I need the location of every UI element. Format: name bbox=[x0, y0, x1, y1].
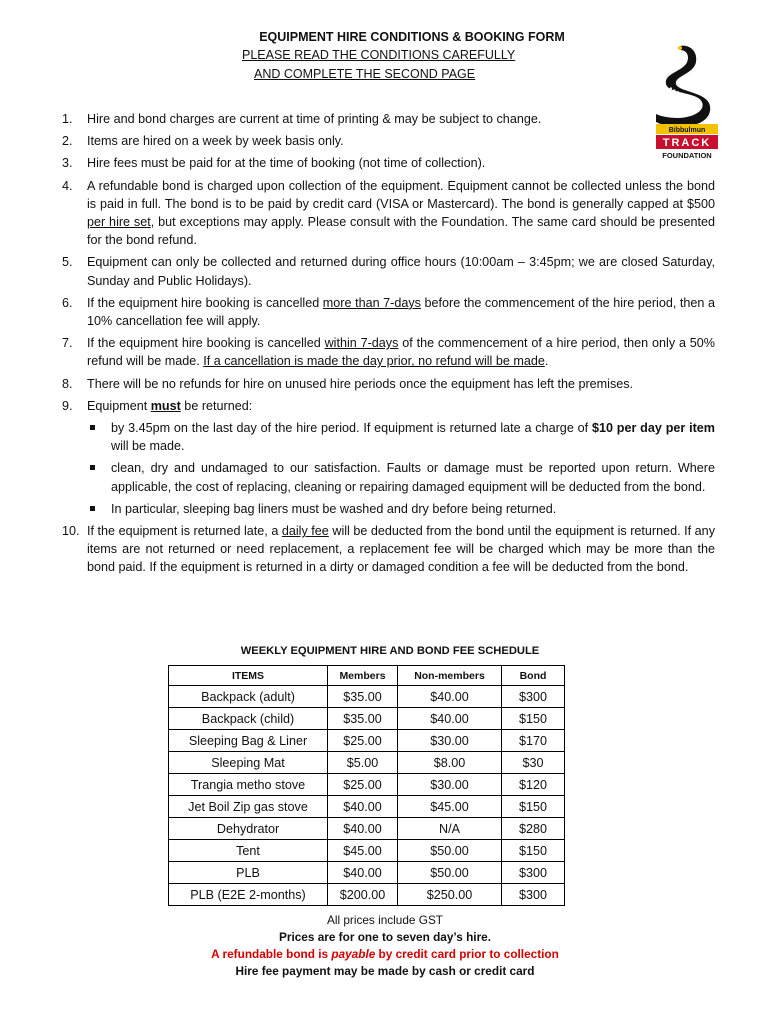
non-member-price: $8.00 bbox=[398, 752, 502, 774]
non-member-price: $45.00 bbox=[398, 796, 502, 818]
condition-4: 4. A refundable bond is charged upon collection of the equipment. Equipment cannot be collected unless the bond is paid in full. The bond is to be paid by credit card (VISA or Mastercard). The bond is generally capped at $500 per hire set, but exceptions may apply. Please consult with the Foundation. The same card should be presented for the bond refund. bbox=[62, 178, 715, 248]
condition-9: 9. Equipment must be returned: by 3.45pm on the last day of the hire period. If equipment is returned late a charge of $10 per day per item will be made. clean, dry and undamaged to our satisfaction. Faults or damage must be reported upon return. Where applicable, the cost of replacing, cleaning or repairing damaged equipment will be deducted from the bond. In particular, sleeping bag liners must be washed and dry before being returned. bbox=[62, 397, 715, 518]
bond-amount: $300 bbox=[502, 884, 565, 906]
condition-8: 8. There will be no refunds for hire on unused hire periods once the equipment has left the premises. bbox=[62, 376, 634, 391]
item-name: PLB bbox=[169, 862, 328, 884]
bond-amount: $300 bbox=[502, 862, 565, 884]
bond-amount: $300 bbox=[502, 686, 565, 708]
bullet-square-icon bbox=[90, 506, 95, 511]
non-member-price: $250.00 bbox=[398, 884, 502, 906]
bullet-square-icon bbox=[90, 425, 95, 430]
logo-text-1: Bibbulmun bbox=[668, 127, 706, 134]
member-price: $45.00 bbox=[328, 840, 398, 862]
schedule-title: WEEKLY EQUIPMENT HIRE AND BOND FEE SCHEDULE bbox=[240, 645, 540, 657]
table-row bbox=[169, 884, 565, 906]
table-row bbox=[169, 774, 565, 796]
column-header-non-members: Non-members bbox=[398, 666, 502, 686]
read-conditions-notice: PLEASE READ THE CONDITIONS CAREFULLY bbox=[242, 48, 516, 62]
member-price: $200.00 bbox=[328, 884, 398, 906]
item-name: Jet Boil Zip gas stove bbox=[169, 796, 328, 818]
condition-3: 3. Hire fees must be paid for at the time of booking (not time of collection). bbox=[62, 156, 486, 171]
condition-2: 2. Items are hired on a week by week basis only. bbox=[62, 134, 344, 149]
condition-7: 7. If the equipment hire booking is cancelled within 7-days of the commencement of a hire period, then only a 50% refund will be made. If a cancellation is made the day prior, no refund will be made. bbox=[62, 336, 715, 369]
member-price: $5.00 bbox=[328, 752, 398, 774]
condition-10: 10. If the equipment is returned late, a daily fee will be deducted from the bond until the equipment is returned. If any items are not returned or need replacement, a replacement fee will be charged which may be more than the bond paid. If the equipment is returned in a dirty or damaged condition a fee will be deducted from the bond. bbox=[62, 524, 715, 575]
page-title: EQUIPMENT HIRE CONDITIONS & BOOKING FORM bbox=[259, 30, 565, 44]
item-name: Trangia metho stove bbox=[169, 774, 328, 796]
hire-period-note: Prices are for one to seven day’s hire. bbox=[279, 930, 491, 944]
bullet-square-icon bbox=[90, 465, 95, 470]
item-name: Sleeping Mat bbox=[169, 752, 328, 774]
logo-text-2: TRACK bbox=[662, 137, 712, 149]
return-requirement-2: clean, dry and undamaged to our satisfaction. Faults or damage must be reported upon return. Where applicable, the cost of replacing, cleaning or repairing damaged equipment will be deducted from the bond. bbox=[87, 459, 715, 495]
item-name: PLB (E2E 2-months) bbox=[169, 884, 328, 906]
condition-5: 5. Equipment can only be collected and returned during office hours (10:00am – 3:45pm; we are closed Saturday, Sunday and Public Holidays). bbox=[62, 255, 715, 288]
item-name: Backpack (adult) bbox=[169, 686, 328, 708]
conditions-list bbox=[62, 110, 715, 581]
bond-amount: $150 bbox=[502, 796, 565, 818]
member-price: $35.00 bbox=[328, 686, 398, 708]
member-price: $40.00 bbox=[328, 862, 398, 884]
non-member-price: $50.00 bbox=[398, 862, 502, 884]
fee-schedule-table bbox=[168, 665, 565, 906]
member-price: $25.00 bbox=[328, 774, 398, 796]
table-row bbox=[169, 862, 565, 884]
non-member-price: $30.00 bbox=[398, 774, 502, 796]
non-member-price: $30.00 bbox=[398, 730, 502, 752]
return-requirement-3: In particular, sleeping bag liners must be washed and dry before being returned. bbox=[87, 500, 715, 518]
item-name: Dehydrator bbox=[169, 818, 328, 840]
table-row bbox=[169, 796, 565, 818]
member-price: $35.00 bbox=[328, 708, 398, 730]
table-row bbox=[169, 840, 565, 862]
condition-1: 1. Hire and bond charges are current at time of printing & may be subject to change. bbox=[62, 112, 542, 126]
item-name: Sleeping Bag & Liner bbox=[169, 730, 328, 752]
column-header-bond: Bond bbox=[502, 666, 565, 686]
bond-amount: $280 bbox=[502, 818, 565, 840]
table-row bbox=[169, 818, 565, 840]
gst-note: All prices include GST bbox=[326, 913, 444, 927]
member-price: $40.00 bbox=[328, 818, 398, 840]
table-row bbox=[169, 752, 565, 774]
column-header-members: Members bbox=[328, 666, 398, 686]
column-header-items: ITEMS bbox=[169, 666, 328, 686]
member-price: $40.00 bbox=[328, 796, 398, 818]
table-row bbox=[169, 708, 565, 730]
condition-6: 6. If the equipment hire booking is cancelled more than 7-days before the commencement of the hire period, then a 10% cancellation fee will apply. bbox=[62, 295, 716, 329]
bond-amount: $150 bbox=[502, 708, 565, 730]
table-row bbox=[169, 686, 565, 708]
bond-amount: $170 bbox=[502, 730, 565, 752]
bond-amount: $30 bbox=[502, 752, 565, 774]
logo-text-3: FOUNDATION bbox=[662, 151, 712, 160]
non-member-price: N/A bbox=[398, 818, 502, 840]
return-requirements-list bbox=[87, 419, 715, 518]
member-price: $25.00 bbox=[328, 730, 398, 752]
table-header-row bbox=[169, 666, 565, 686]
bond-payment-note: A refundable bond is payable by credit card prior to collection bbox=[211, 947, 559, 961]
item-name: Tent bbox=[169, 840, 328, 862]
bond-amount: $120 bbox=[502, 774, 565, 796]
return-requirement-1: by 3.45pm on the last day of the hire period. If equipment is returned late a charge of $10 per day per item will be made. bbox=[87, 419, 715, 455]
non-member-price: $50.00 bbox=[398, 840, 502, 862]
complete-second-page-notice: AND COMPLETE THE SECOND PAGE bbox=[254, 67, 476, 81]
non-member-price: $40.00 bbox=[398, 708, 502, 730]
non-member-price: $40.00 bbox=[398, 686, 502, 708]
bond-amount: $150 bbox=[502, 840, 565, 862]
table-row bbox=[169, 730, 565, 752]
fee-payment-note: Hire fee payment may be made by cash or credit card bbox=[235, 964, 535, 978]
item-name: Backpack (child) bbox=[169, 708, 328, 730]
